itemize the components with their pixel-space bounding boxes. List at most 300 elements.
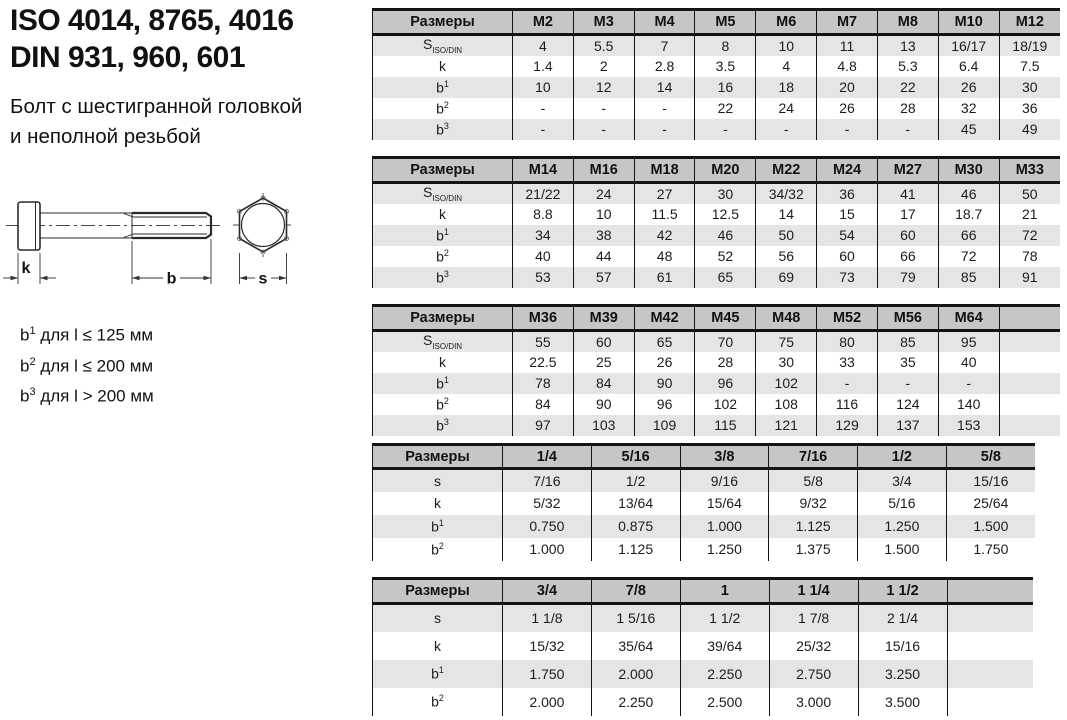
header-cell-size: M39 xyxy=(573,306,634,331)
row-label-cell: k xyxy=(373,352,513,373)
header-cell-size: M42 xyxy=(634,306,695,331)
value-cell: 28 xyxy=(695,352,756,373)
header-row xyxy=(373,579,1034,604)
row-label-cell: $b^3$ xyxy=(373,267,513,288)
inch-table-quarter-to-5-8 xyxy=(372,443,1035,561)
empty-cell xyxy=(999,331,1060,352)
dimension-table xyxy=(372,577,1033,716)
value-cell: 7.5 xyxy=(1020,58,1040,74)
value-cell: 33 xyxy=(817,352,878,373)
header-cell-size: M18 xyxy=(634,158,695,183)
row-label-cell: $S_{ISO/DIN}$ xyxy=(373,331,513,352)
value-cell: 22 xyxy=(877,77,938,98)
value-cell: 15/16 xyxy=(973,472,1009,489)
row-label-cell: $b^2$ xyxy=(373,394,513,415)
value-cell: 3.5 xyxy=(695,56,756,77)
table-row xyxy=(373,246,1061,267)
footnotes xyxy=(20,318,154,410)
value-cell: 72 xyxy=(1022,227,1038,243)
footnote-symbol: b xyxy=(20,356,30,376)
value-cell: 96 xyxy=(634,394,695,415)
value-cell: 12 xyxy=(573,77,634,98)
table-row xyxy=(373,98,1061,119)
row-label-subscript: ISO/DIN xyxy=(432,46,463,56)
value-cell: - xyxy=(877,119,938,140)
value-cell: 102 xyxy=(695,394,756,415)
header-cell-size: M5 xyxy=(695,10,756,35)
value-cell: 26 xyxy=(938,77,999,98)
dim-label-k: k xyxy=(21,260,31,277)
empty-cell xyxy=(947,688,1033,716)
value-cell: 84 xyxy=(573,373,634,394)
arrowhead xyxy=(11,276,19,281)
value-cell: 79 xyxy=(877,267,938,288)
value-cell: 60 xyxy=(877,225,938,246)
header-cell-size: M48 xyxy=(756,306,817,331)
value-cell: 1.500 xyxy=(858,538,947,561)
page-title xyxy=(10,2,294,76)
value-cell: 109 xyxy=(634,415,695,436)
footnote-symbol: b xyxy=(20,386,30,406)
header-cell-empty xyxy=(999,306,1060,331)
value-cell: 14 xyxy=(756,204,817,225)
header-cell-size: M10 xyxy=(938,10,999,35)
value-cell: 5.3 xyxy=(877,56,938,77)
title-din-line: DIN 931, 960, 601 xyxy=(10,41,246,74)
value-cell: 60 xyxy=(817,246,878,267)
value-cell: 9/32 xyxy=(769,492,858,515)
row-label-subscript: ISO/DIN xyxy=(432,194,463,204)
footnote-text: для l ≤ 125 мм xyxy=(35,325,154,345)
value-cell: 78 xyxy=(1022,248,1038,264)
arrowhead xyxy=(204,276,212,281)
metric-table-m14-m33 xyxy=(372,156,1060,288)
value-cell: 1.000 xyxy=(503,538,592,561)
table-row xyxy=(373,688,1034,716)
value-cell: 50 xyxy=(1022,185,1038,202)
dimension-k xyxy=(3,253,56,284)
dimension-s xyxy=(240,253,287,288)
dimension-table xyxy=(372,8,1060,140)
table-row xyxy=(373,394,1061,415)
value-cell: 121 xyxy=(756,415,817,436)
table-row xyxy=(373,35,1061,56)
value-cell: 26 xyxy=(817,98,878,119)
value-cell: 16 xyxy=(695,77,756,98)
dimension-b xyxy=(132,239,211,288)
value-cell: 137 xyxy=(877,415,938,436)
value-cell: 46 xyxy=(938,183,999,204)
header-cell-size: M64 xyxy=(938,306,999,331)
value-cell: 95 xyxy=(938,331,999,352)
value-cell: 8.8 xyxy=(513,204,574,225)
header-cell-size: M16 xyxy=(573,158,634,183)
footnote-symbol: b xyxy=(20,325,30,345)
value-cell: 4 xyxy=(513,35,574,56)
row-label-cell: $S_{ISO/DIN}$ xyxy=(373,183,513,204)
value-cell: 15/16 xyxy=(858,632,947,660)
header-cell-size: 7/8 xyxy=(591,579,680,604)
header-cell-size: 3/8 xyxy=(680,445,769,469)
value-cell: 7 xyxy=(634,35,695,56)
footnote-text: для l > 200 мм xyxy=(35,386,154,406)
header-cell-size: 5/8 xyxy=(946,445,1035,469)
value-cell: 97 xyxy=(513,415,574,436)
table-row xyxy=(373,183,1061,204)
footnote-b3 xyxy=(20,379,154,410)
value-cell: 91 xyxy=(1022,269,1038,285)
bolt-side-view xyxy=(6,202,224,250)
row-label-cell: $b^2$ xyxy=(373,246,513,267)
value-cell: 2.750 xyxy=(769,660,858,688)
table-row xyxy=(373,538,1036,561)
value-cell: 4 xyxy=(756,56,817,77)
value-cell: 54 xyxy=(817,225,878,246)
value-cell: 116 xyxy=(817,394,878,415)
row-label-cell: $b^2$ xyxy=(373,98,513,119)
value-cell: 73 xyxy=(817,267,878,288)
row-label-cell: $b^2$ xyxy=(373,688,503,716)
value-cell: 85 xyxy=(938,267,999,288)
value-cell: 24 xyxy=(573,183,634,204)
value-cell: 10 xyxy=(756,35,817,56)
table-row xyxy=(373,373,1061,394)
value-cell: 2 1/4 xyxy=(858,604,947,632)
row-label-superscript: 3 xyxy=(443,416,449,427)
header-cell-size: M45 xyxy=(695,306,756,331)
arrowhead xyxy=(132,276,140,281)
value-cell: 18 xyxy=(756,77,817,98)
row-label-subscript: ISO/DIN xyxy=(432,342,463,352)
footnote-sup: 1 xyxy=(29,325,36,337)
value-cell: 1.375 xyxy=(769,538,858,561)
value-cell: - xyxy=(938,373,999,394)
value-cell: 75 xyxy=(756,331,817,352)
header-cell-size: 5/16 xyxy=(591,445,680,469)
row-label-superscript: 1 xyxy=(443,78,449,89)
row-label-cell: $S_{ISO/DIN}$ xyxy=(373,35,513,56)
row-label-superscript: 2 xyxy=(443,99,449,110)
dim-label-s: s xyxy=(258,270,268,288)
header-cell-size: M3 xyxy=(573,10,634,35)
value-cell: 34 xyxy=(513,225,574,246)
value-cell: 30 xyxy=(756,352,817,373)
value-cell: 2.000 xyxy=(591,660,680,688)
row-label-cell: s xyxy=(373,604,503,632)
value-cell: 13 xyxy=(877,35,938,56)
value-cell: 66 xyxy=(877,246,938,267)
value-cell: - xyxy=(513,98,574,119)
table-row xyxy=(373,469,1036,492)
value-cell: 30 xyxy=(695,183,756,204)
header-cell-size: M36 xyxy=(513,306,574,331)
arrowhead xyxy=(240,276,248,281)
row-label-superscript: 1 xyxy=(438,517,444,528)
row-label-cell: k xyxy=(373,204,513,225)
table-row xyxy=(373,492,1036,515)
value-cell: 0.750 xyxy=(503,515,592,538)
value-cell: 115 xyxy=(695,415,756,436)
table-row xyxy=(373,660,1034,688)
row-label-cell: $b^1$ xyxy=(373,225,513,246)
header-cell-size: M6 xyxy=(756,10,817,35)
value-cell: 5/8 xyxy=(769,469,858,492)
value-cell: 21/22 xyxy=(513,183,574,204)
row-label-cell: $b^2$ xyxy=(373,538,503,561)
hexagon-outline xyxy=(240,198,287,252)
row-label-superscript: 2 xyxy=(443,395,449,406)
row-label-cell: $b^1$ xyxy=(373,373,513,394)
value-cell: 25 xyxy=(573,352,634,373)
header-cell-size: M56 xyxy=(877,306,938,331)
table-row xyxy=(373,352,1061,373)
value-cell: 38 xyxy=(573,225,634,246)
value-cell: 36 xyxy=(817,183,878,204)
value-cell: 8 xyxy=(695,35,756,56)
value-cell: 14 xyxy=(634,77,695,98)
title-iso-line: ISO 4014, 8765, 4016 xyxy=(10,4,294,37)
value-cell: 66 xyxy=(938,225,999,246)
value-cell: 11 xyxy=(817,35,878,56)
empty-cell xyxy=(947,604,1033,632)
value-cell: 15/64 xyxy=(680,492,769,515)
row-label-superscript: 2 xyxy=(438,540,444,551)
value-cell: 2.000 xyxy=(503,688,592,716)
value-cell: 0.875 xyxy=(591,515,680,538)
row-label-superscript: 2 xyxy=(443,247,449,258)
value-cell: 80 xyxy=(817,331,878,352)
header-row xyxy=(373,445,1036,469)
value-cell: 3.250 xyxy=(858,660,947,688)
value-cell: 3/4 xyxy=(858,469,947,492)
row-label-cell: $b^3$ xyxy=(373,415,513,436)
value-cell: 57 xyxy=(573,267,634,288)
footnote-b2 xyxy=(20,349,154,380)
value-cell: - xyxy=(756,119,817,140)
value-cell: 18/19 xyxy=(1012,37,1048,54)
value-cell: 35 xyxy=(877,352,938,373)
value-cell: 55 xyxy=(513,331,574,352)
footnote-sup: 2 xyxy=(29,355,36,368)
header-cell-size: M14 xyxy=(513,158,574,183)
value-cell: - xyxy=(634,98,695,119)
table-row xyxy=(373,331,1061,352)
header-cell-empty xyxy=(947,579,1033,604)
row-label-cell: k xyxy=(373,56,513,77)
header-cell-size: 7/16 xyxy=(769,445,858,469)
table-row xyxy=(373,225,1061,246)
value-cell: 2.500 xyxy=(680,688,769,716)
table-row xyxy=(373,119,1061,140)
header-row xyxy=(373,306,1061,331)
value-cell: 60 xyxy=(573,331,634,352)
page-subtitle xyxy=(10,92,302,152)
value-cell: 69 xyxy=(756,267,817,288)
value-cell: 2.250 xyxy=(591,688,680,716)
value-cell: 17 xyxy=(877,204,938,225)
value-cell: 20 xyxy=(817,77,878,98)
value-cell: 22.5 xyxy=(513,352,574,373)
value-cell: - xyxy=(877,373,938,394)
header-cell-size: M30 xyxy=(938,158,999,183)
value-cell: 108 xyxy=(756,394,817,415)
header-cell-sizes: Размеры xyxy=(373,445,503,469)
value-cell: 10 xyxy=(573,204,634,225)
header-row xyxy=(373,10,1061,35)
row-label-cell: s xyxy=(373,469,503,492)
table-row xyxy=(373,515,1036,538)
value-cell: 35/64 xyxy=(591,632,680,660)
value-cell: 32 xyxy=(938,98,999,119)
value-cell: 6.4 xyxy=(938,56,999,77)
table-row xyxy=(373,604,1034,632)
value-cell: 25/64 xyxy=(973,495,1009,511)
header-cell-size: M33 xyxy=(999,158,1060,183)
value-cell: 2 xyxy=(573,56,634,77)
value-cell: - xyxy=(513,119,574,140)
value-cell: 26 xyxy=(634,352,695,373)
value-cell: 11.5 xyxy=(634,204,695,225)
value-cell: 25/32 xyxy=(769,632,858,660)
header-cell-size: M20 xyxy=(695,158,756,183)
value-cell: 1 5/16 xyxy=(591,604,680,632)
value-cell: 1/2 xyxy=(591,469,680,492)
inch-table-3-4-to-1-1-2 xyxy=(372,577,1033,716)
header-cell-size: M8 xyxy=(877,10,938,35)
value-cell: 2.8 xyxy=(634,56,695,77)
value-cell: 102 xyxy=(756,373,817,394)
value-cell: 85 xyxy=(877,331,938,352)
header-cell-size: M4 xyxy=(634,10,695,35)
value-cell: 50 xyxy=(756,225,817,246)
empty-cell xyxy=(947,660,1033,688)
table-row xyxy=(373,56,1061,77)
value-cell: 53 xyxy=(513,267,574,288)
empty-cell xyxy=(999,394,1060,415)
header-cell-sizes: Размеры xyxy=(373,10,513,35)
header-cell-sizes: Размеры xyxy=(373,579,503,604)
subtitle-line-1: Болт с шестигранной головкой xyxy=(10,95,303,118)
empty-cell xyxy=(999,373,1060,394)
header-cell-sizes: Размеры xyxy=(373,306,513,331)
value-cell: 28 xyxy=(877,98,938,119)
header-cell-size: 1 1/4 xyxy=(769,579,858,604)
row-label-superscript: 3 xyxy=(443,120,449,131)
value-cell: 52 xyxy=(695,246,756,267)
row-label-cell: k xyxy=(373,492,503,515)
row-label-cell: $b^1$ xyxy=(373,660,503,688)
value-cell: 4.8 xyxy=(817,56,878,77)
value-cell: 44 xyxy=(573,246,634,267)
value-cell: 1.250 xyxy=(680,538,769,561)
value-cell: - xyxy=(695,119,756,140)
dim-label-b: b xyxy=(166,270,177,288)
value-cell: 1.125 xyxy=(769,515,858,538)
value-cell: - xyxy=(817,119,878,140)
row-label-cell: k xyxy=(373,632,503,660)
value-cell: 56 xyxy=(756,246,817,267)
header-cell-size: M2 xyxy=(513,10,574,35)
value-cell: - xyxy=(634,119,695,140)
value-cell: 5.5 xyxy=(573,35,634,56)
value-cell: 18.7 xyxy=(938,204,999,225)
footnote-sup: 3 xyxy=(29,386,36,399)
value-cell: 1 1/8 xyxy=(503,604,592,632)
value-cell: 3.500 xyxy=(858,688,947,716)
header-cell-size: 3/4 xyxy=(503,579,592,604)
value-cell: 22 xyxy=(695,98,756,119)
value-cell: 61 xyxy=(634,267,695,288)
value-cell: 2.250 xyxy=(680,660,769,688)
value-cell: 96 xyxy=(695,373,756,394)
value-cell: 103 xyxy=(573,415,634,436)
value-cell: 7/16 xyxy=(503,469,592,492)
row-label-superscript: 3 xyxy=(443,268,449,279)
dimension-table xyxy=(372,156,1060,288)
metric-table-m36-m64 xyxy=(372,304,1060,436)
value-cell: 39/64 xyxy=(680,632,769,660)
value-cell: 140 xyxy=(938,394,999,415)
value-cell: 3.000 xyxy=(769,688,858,716)
value-cell: 78 xyxy=(513,373,574,394)
header-cell-size: M7 xyxy=(817,10,878,35)
row-label-cell: $b^1$ xyxy=(373,515,503,538)
table-row xyxy=(373,204,1061,225)
value-cell: 70 xyxy=(695,331,756,352)
arrowhead xyxy=(279,276,287,281)
value-cell: 1.500 xyxy=(973,518,1009,534)
value-cell: 42 xyxy=(634,225,695,246)
value-cell: 48 xyxy=(634,246,695,267)
value-cell: 153 xyxy=(938,415,999,436)
value-cell: 41 xyxy=(877,183,938,204)
value-cell: 124 xyxy=(877,394,938,415)
value-cell: 65 xyxy=(634,331,695,352)
value-cell: 15 xyxy=(817,204,878,225)
value-cell: 36 xyxy=(1022,100,1038,116)
table-row xyxy=(373,77,1061,98)
header-cell-sizes: Размеры xyxy=(373,158,513,183)
header-cell-size: 1 1/2 xyxy=(858,579,947,604)
row-label-superscript: 2 xyxy=(438,693,444,704)
value-cell: 13/64 xyxy=(591,492,680,515)
row-label-cell: $b^3$ xyxy=(373,119,513,140)
footnote-b1 xyxy=(20,318,154,349)
value-cell: 10 xyxy=(513,77,574,98)
header-cell-size: M52 xyxy=(817,306,878,331)
value-cell: 1 7/8 xyxy=(769,604,858,632)
header-cell-size: 1 xyxy=(680,579,769,604)
value-cell: 40 xyxy=(513,246,574,267)
value-cell: 1.000 xyxy=(680,515,769,538)
value-cell: 12.5 xyxy=(695,204,756,225)
value-cell: 1.750 xyxy=(503,660,592,688)
arrowhead xyxy=(40,276,48,281)
header-cell-size: 1/2 xyxy=(858,445,947,469)
value-cell: 1.750 xyxy=(973,541,1009,557)
header-cell-size: 1/4 xyxy=(503,445,592,469)
row-label-cell: $b^1$ xyxy=(373,77,513,98)
value-cell: 90 xyxy=(573,394,634,415)
value-cell: 1.250 xyxy=(858,515,947,538)
value-cell: 1.125 xyxy=(591,538,680,561)
value-cell: - xyxy=(573,98,634,119)
value-cell: 21 xyxy=(1022,206,1038,222)
value-cell: 5/16 xyxy=(858,492,947,515)
empty-cell xyxy=(999,352,1060,373)
value-cell: 1 1/2 xyxy=(680,604,769,632)
value-cell: 30 xyxy=(1022,79,1038,95)
